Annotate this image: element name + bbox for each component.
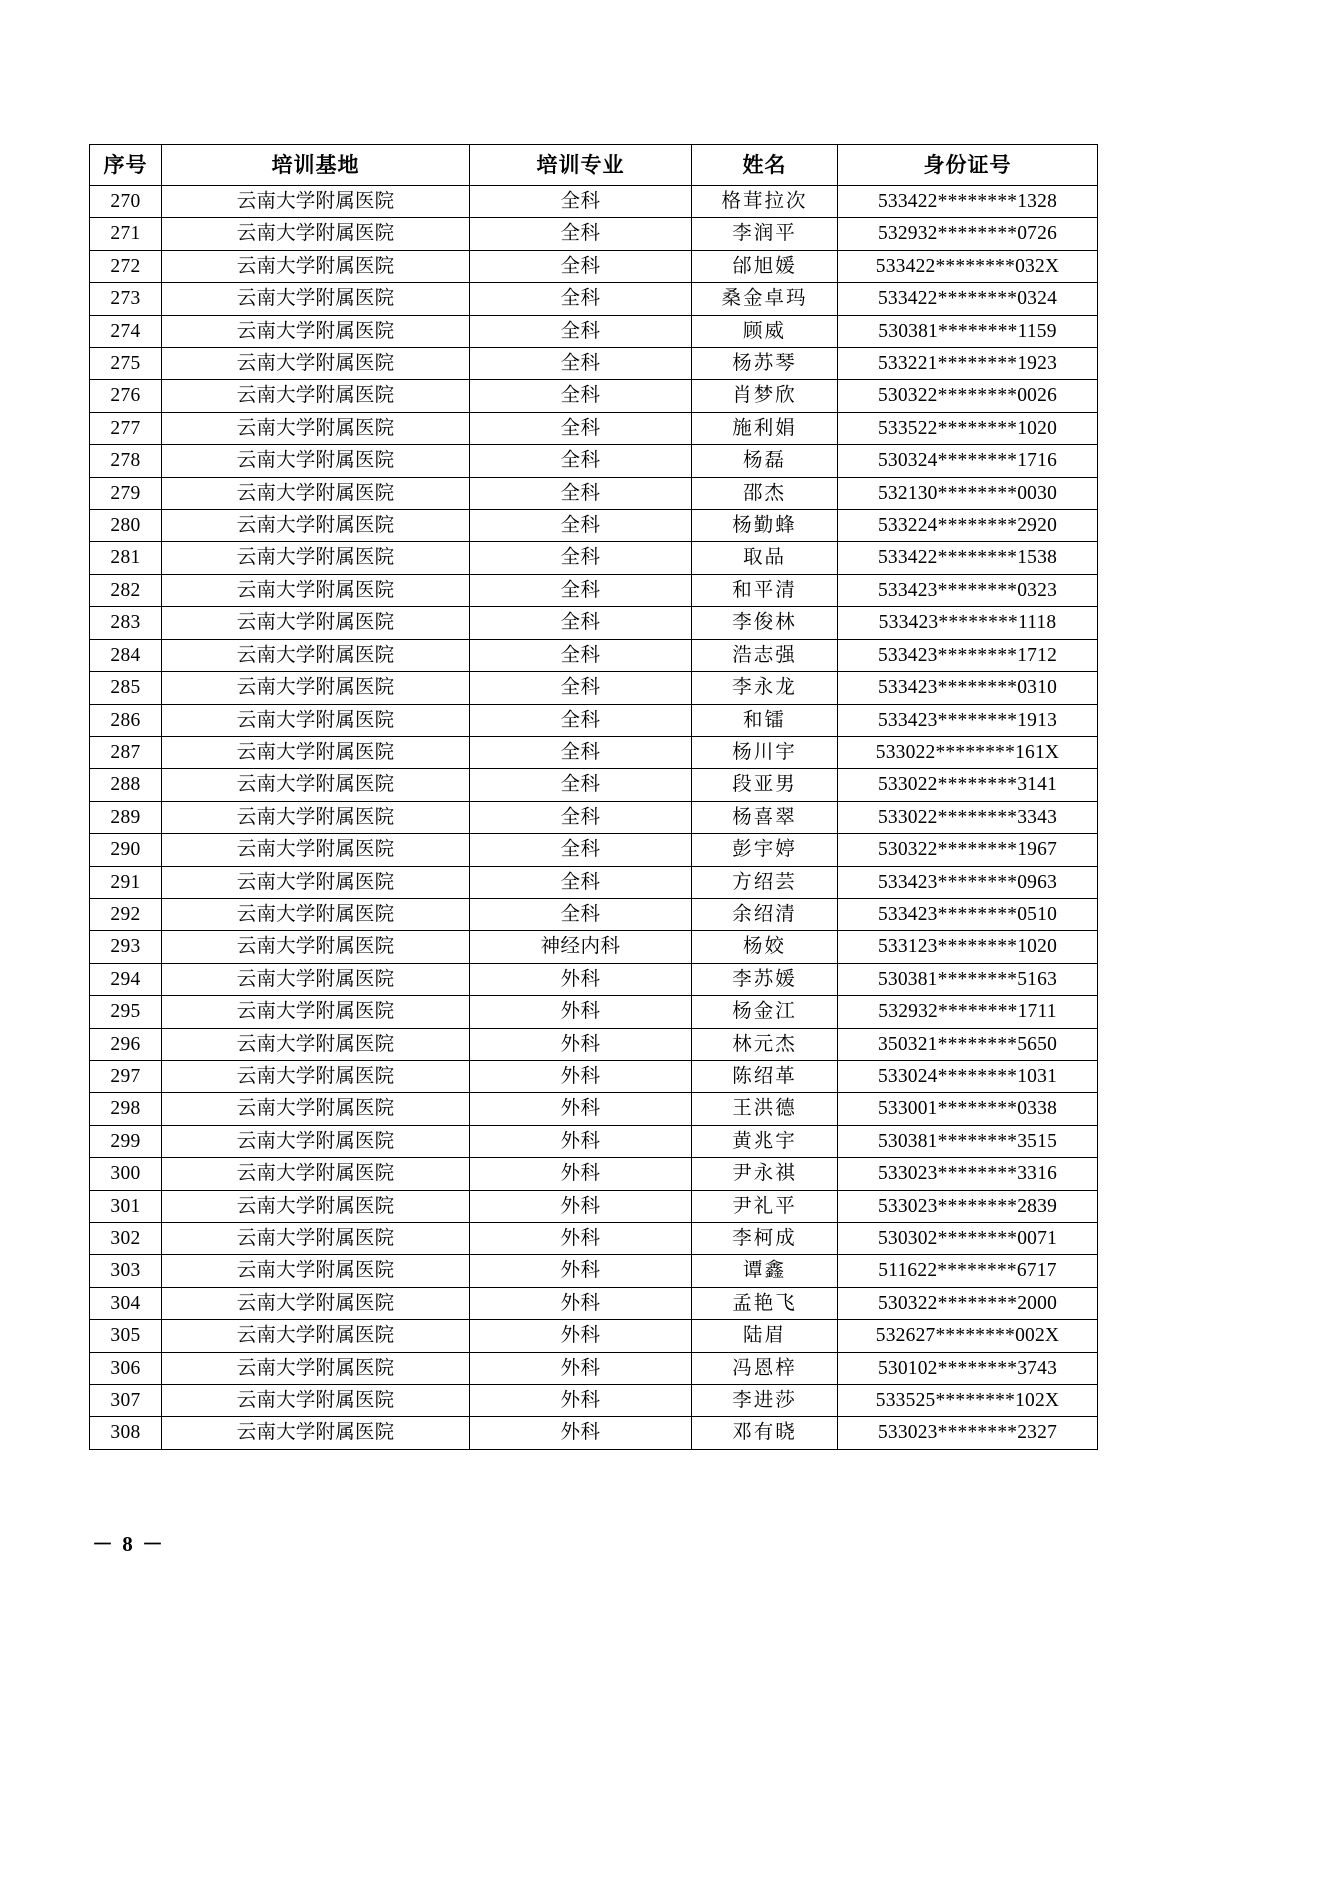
cell-seq: 271 xyxy=(90,218,162,250)
table-row xyxy=(90,834,1098,866)
cell-seq: 279 xyxy=(90,477,162,509)
cell-seq: 289 xyxy=(90,801,162,833)
cell-base: 云南大学附属医院 xyxy=(162,704,470,736)
cell-id: 530102********3743 xyxy=(838,1352,1098,1384)
cell-name: 李进莎 xyxy=(692,1385,838,1417)
cell-seq: 300 xyxy=(90,1158,162,1190)
table-row xyxy=(90,996,1098,1028)
cell-id: 511622********6717 xyxy=(838,1255,1098,1287)
cell-major: 全科 xyxy=(470,380,692,412)
cell-base: 云南大学附属医院 xyxy=(162,574,470,606)
table-row xyxy=(90,1125,1098,1157)
cell-seq: 287 xyxy=(90,736,162,768)
cell-seq: 285 xyxy=(90,672,162,704)
table-row xyxy=(90,736,1098,768)
table-row xyxy=(90,1385,1098,1417)
cell-major: 全科 xyxy=(470,834,692,866)
cell-name: 冯恩梓 xyxy=(692,1352,838,1384)
cell-base: 云南大学附属医院 xyxy=(162,283,470,315)
cell-base: 云南大学附属医院 xyxy=(162,866,470,898)
cell-name: 方绍芸 xyxy=(692,866,838,898)
cell-major: 全科 xyxy=(470,607,692,639)
cell-id: 533423********0310 xyxy=(838,672,1098,704)
cell-seq: 277 xyxy=(90,412,162,444)
cell-major: 全科 xyxy=(470,801,692,833)
cell-name: 李俊林 xyxy=(692,607,838,639)
cell-name: 尹永祺 xyxy=(692,1158,838,1190)
cell-base: 云南大学附属医院 xyxy=(162,639,470,671)
cell-base: 云南大学附属医院 xyxy=(162,348,470,380)
cell-id: 350321********5650 xyxy=(838,1028,1098,1060)
table-row xyxy=(90,607,1098,639)
cell-base: 云南大学附属医院 xyxy=(162,801,470,833)
cell-name: 顾威 xyxy=(692,315,838,347)
cell-base: 云南大学附属医院 xyxy=(162,996,470,1028)
cell-id: 533422********0324 xyxy=(838,283,1098,315)
cell-id: 533422********1328 xyxy=(838,186,1098,218)
cell-id: 532627********002X xyxy=(838,1320,1098,1352)
cell-base: 云南大学附属医院 xyxy=(162,834,470,866)
cell-id: 533022********161X xyxy=(838,736,1098,768)
table-row xyxy=(90,1028,1098,1060)
cell-id: 532932********0726 xyxy=(838,218,1098,250)
cell-base: 云南大学附属医院 xyxy=(162,769,470,801)
cell-major: 全科 xyxy=(470,477,692,509)
cell-name: 杨勤蜂 xyxy=(692,510,838,542)
cell-name: 李柯成 xyxy=(692,1223,838,1255)
cell-name: 杨姣 xyxy=(692,931,838,963)
cell-id: 533423********1118 xyxy=(838,607,1098,639)
cell-major: 全科 xyxy=(470,445,692,477)
table-row xyxy=(90,542,1098,574)
table-row xyxy=(90,898,1098,930)
cell-base: 云南大学附属医院 xyxy=(162,1158,470,1190)
table-row xyxy=(90,445,1098,477)
cell-seq: 298 xyxy=(90,1093,162,1125)
table-row xyxy=(90,315,1098,347)
cell-name: 黄兆宇 xyxy=(692,1125,838,1157)
cell-id: 533423********0510 xyxy=(838,898,1098,930)
cell-id: 533423********0323 xyxy=(838,574,1098,606)
cell-id: 533001********0338 xyxy=(838,1093,1098,1125)
cell-base: 云南大学附属医院 xyxy=(162,1190,470,1222)
page-number: － 8 － xyxy=(92,1532,165,1556)
cell-base: 云南大学附属医院 xyxy=(162,380,470,412)
table-row xyxy=(90,704,1098,736)
cell-id: 533423********1913 xyxy=(838,704,1098,736)
cell-major: 全科 xyxy=(470,574,692,606)
cell-name: 杨金江 xyxy=(692,996,838,1028)
cell-major: 外科 xyxy=(470,963,692,995)
cell-seq: 270 xyxy=(90,186,162,218)
cell-major: 全科 xyxy=(470,218,692,250)
cell-seq: 302 xyxy=(90,1223,162,1255)
cell-base: 云南大学附属医院 xyxy=(162,412,470,444)
cell-base: 云南大学附属医院 xyxy=(162,510,470,542)
cell-base: 云南大学附属医院 xyxy=(162,931,470,963)
table-row xyxy=(90,574,1098,606)
table-row xyxy=(90,1287,1098,1319)
cell-name: 尹礼平 xyxy=(692,1190,838,1222)
cell-seq: 294 xyxy=(90,963,162,995)
cell-seq: 278 xyxy=(90,445,162,477)
cell-id: 530324********1716 xyxy=(838,445,1098,477)
cell-seq: 276 xyxy=(90,380,162,412)
cell-name: 王洪德 xyxy=(692,1093,838,1125)
cell-id: 533023********3316 xyxy=(838,1158,1098,1190)
cell-id: 530381********1159 xyxy=(838,315,1098,347)
cell-seq: 295 xyxy=(90,996,162,1028)
cell-seq: 286 xyxy=(90,704,162,736)
cell-seq: 305 xyxy=(90,1320,162,1352)
cell-name: 陈绍革 xyxy=(692,1060,838,1092)
cell-base: 云南大学附属医院 xyxy=(162,1223,470,1255)
cell-base: 云南大学附属医院 xyxy=(162,963,470,995)
cell-base: 云南大学附属医院 xyxy=(162,445,470,477)
table-body xyxy=(90,186,1098,1450)
table-row xyxy=(90,1320,1098,1352)
column-header-base: 培训基地 xyxy=(162,145,470,186)
cell-name: 林元杰 xyxy=(692,1028,838,1060)
cell-seq: 283 xyxy=(90,607,162,639)
table-row xyxy=(90,1352,1098,1384)
cell-seq: 307 xyxy=(90,1385,162,1417)
table-row xyxy=(90,931,1098,963)
cell-major: 全科 xyxy=(470,412,692,444)
cell-major: 外科 xyxy=(470,1158,692,1190)
column-header-name: 姓名 xyxy=(692,145,838,186)
cell-base: 云南大学附属医院 xyxy=(162,898,470,930)
cell-name: 杨川宇 xyxy=(692,736,838,768)
cell-major: 全科 xyxy=(470,898,692,930)
roster-table-container xyxy=(89,144,1097,1450)
table-row xyxy=(90,477,1098,509)
table-row xyxy=(90,218,1098,250)
cell-id: 533423********1712 xyxy=(838,639,1098,671)
cell-major: 全科 xyxy=(470,704,692,736)
cell-id: 530302********0071 xyxy=(838,1223,1098,1255)
cell-base: 云南大学附属医院 xyxy=(162,607,470,639)
cell-base: 云南大学附属医院 xyxy=(162,542,470,574)
cell-base: 云南大学附属医院 xyxy=(162,250,470,282)
cell-major: 全科 xyxy=(470,315,692,347)
table-row xyxy=(90,1255,1098,1287)
table-row xyxy=(90,250,1098,282)
column-header-id: 身份证号 xyxy=(838,145,1098,186)
cell-major: 全科 xyxy=(470,736,692,768)
cell-major: 外科 xyxy=(470,1255,692,1287)
cell-id: 533023********2327 xyxy=(838,1417,1098,1449)
cell-name: 孟艳飞 xyxy=(692,1287,838,1319)
cell-name: 杨磊 xyxy=(692,445,838,477)
table-row xyxy=(90,283,1098,315)
cell-seq: 290 xyxy=(90,834,162,866)
cell-name: 杨苏琴 xyxy=(692,348,838,380)
cell-id: 533123********1020 xyxy=(838,931,1098,963)
cell-base: 云南大学附属医院 xyxy=(162,1352,470,1384)
cell-id: 533023********2839 xyxy=(838,1190,1098,1222)
table-row xyxy=(90,1158,1098,1190)
cell-id: 532932********1711 xyxy=(838,996,1098,1028)
cell-base: 云南大学附属医院 xyxy=(162,186,470,218)
roster-table xyxy=(89,144,1098,1450)
cell-major: 外科 xyxy=(470,1060,692,1092)
cell-major: 外科 xyxy=(470,1093,692,1125)
table-row xyxy=(90,1223,1098,1255)
cell-major: 外科 xyxy=(470,1223,692,1255)
cell-seq: 296 xyxy=(90,1028,162,1060)
cell-id: 533024********1031 xyxy=(838,1060,1098,1092)
cell-name: 取品 xyxy=(692,542,838,574)
cell-base: 云南大学附属医院 xyxy=(162,1255,470,1287)
cell-seq: 293 xyxy=(90,931,162,963)
table-header-row xyxy=(90,145,1098,186)
cell-base: 云南大学附属医院 xyxy=(162,1320,470,1352)
cell-seq: 308 xyxy=(90,1417,162,1449)
cell-name: 邰旭媛 xyxy=(692,250,838,282)
cell-id: 532130********0030 xyxy=(838,477,1098,509)
cell-major: 全科 xyxy=(470,672,692,704)
cell-id: 533422********032X xyxy=(838,250,1098,282)
cell-name: 和镭 xyxy=(692,704,838,736)
cell-id: 530381********5163 xyxy=(838,963,1098,995)
cell-major: 外科 xyxy=(470,1385,692,1417)
table-row xyxy=(90,769,1098,801)
cell-seq: 284 xyxy=(90,639,162,671)
cell-major: 外科 xyxy=(470,1190,692,1222)
cell-name: 杨喜翠 xyxy=(692,801,838,833)
cell-base: 云南大学附属医院 xyxy=(162,1385,470,1417)
cell-seq: 299 xyxy=(90,1125,162,1157)
cell-seq: 272 xyxy=(90,250,162,282)
cell-major: 外科 xyxy=(470,1417,692,1449)
cell-major: 全科 xyxy=(470,186,692,218)
cell-seq: 291 xyxy=(90,866,162,898)
cell-base: 云南大学附属医院 xyxy=(162,1287,470,1319)
cell-major: 全科 xyxy=(470,769,692,801)
cell-name: 格茸拉次 xyxy=(692,186,838,218)
table-row xyxy=(90,639,1098,671)
cell-id: 533522********1020 xyxy=(838,412,1098,444)
cell-major: 外科 xyxy=(470,1352,692,1384)
table-row xyxy=(90,1190,1098,1222)
cell-id: 530322********0026 xyxy=(838,380,1098,412)
table-row xyxy=(90,412,1098,444)
cell-major: 外科 xyxy=(470,1028,692,1060)
cell-name: 彭宇婷 xyxy=(692,834,838,866)
cell-base: 云南大学附属医院 xyxy=(162,1125,470,1157)
cell-name: 肖梦欣 xyxy=(692,380,838,412)
table-row xyxy=(90,801,1098,833)
column-header-seq: 序号 xyxy=(90,145,162,186)
cell-major: 全科 xyxy=(470,510,692,542)
cell-name: 施利娟 xyxy=(692,412,838,444)
cell-base: 云南大学附属医院 xyxy=(162,477,470,509)
table-row xyxy=(90,1060,1098,1092)
cell-seq: 288 xyxy=(90,769,162,801)
table-row xyxy=(90,186,1098,218)
cell-name: 李苏媛 xyxy=(692,963,838,995)
cell-base: 云南大学附属医院 xyxy=(162,315,470,347)
cell-id: 530381********3515 xyxy=(838,1125,1098,1157)
cell-id: 533423********0963 xyxy=(838,866,1098,898)
cell-id: 533224********2920 xyxy=(838,510,1098,542)
cell-major: 外科 xyxy=(470,1320,692,1352)
cell-base: 云南大学附属医院 xyxy=(162,218,470,250)
cell-id: 533422********1538 xyxy=(838,542,1098,574)
cell-major: 全科 xyxy=(470,348,692,380)
cell-seq: 304 xyxy=(90,1287,162,1319)
cell-id: 530322********2000 xyxy=(838,1287,1098,1319)
column-header-major: 培训专业 xyxy=(470,145,692,186)
cell-seq: 301 xyxy=(90,1190,162,1222)
cell-major: 外科 xyxy=(470,1125,692,1157)
cell-seq: 303 xyxy=(90,1255,162,1287)
cell-seq: 297 xyxy=(90,1060,162,1092)
cell-name: 邵杰 xyxy=(692,477,838,509)
cell-base: 云南大学附属医院 xyxy=(162,1060,470,1092)
cell-base: 云南大学附属医院 xyxy=(162,1417,470,1449)
cell-seq: 280 xyxy=(90,510,162,542)
cell-major: 外科 xyxy=(470,1287,692,1319)
cell-id: 533022********3141 xyxy=(838,769,1098,801)
cell-base: 云南大学附属医院 xyxy=(162,736,470,768)
cell-major: 全科 xyxy=(470,542,692,574)
cell-base: 云南大学附属医院 xyxy=(162,672,470,704)
cell-major: 全科 xyxy=(470,639,692,671)
cell-name: 段亚男 xyxy=(692,769,838,801)
cell-major: 全科 xyxy=(470,250,692,282)
cell-major: 全科 xyxy=(470,283,692,315)
cell-seq: 274 xyxy=(90,315,162,347)
table-row xyxy=(90,510,1098,542)
cell-name: 和平清 xyxy=(692,574,838,606)
cell-base: 云南大学附属医院 xyxy=(162,1093,470,1125)
table-row xyxy=(90,1093,1098,1125)
cell-name: 余绍清 xyxy=(692,898,838,930)
table-header xyxy=(90,145,1098,186)
cell-seq: 306 xyxy=(90,1352,162,1384)
cell-id: 533525********102X xyxy=(838,1385,1098,1417)
cell-seq: 282 xyxy=(90,574,162,606)
cell-id: 530322********1967 xyxy=(838,834,1098,866)
cell-seq: 292 xyxy=(90,898,162,930)
cell-name: 桑金卓玛 xyxy=(692,283,838,315)
cell-base: 云南大学附属医院 xyxy=(162,1028,470,1060)
table-row xyxy=(90,380,1098,412)
cell-major: 外科 xyxy=(470,996,692,1028)
cell-name: 邓有晓 xyxy=(692,1417,838,1449)
table-row xyxy=(90,1417,1098,1449)
cell-major: 神经内科 xyxy=(470,931,692,963)
cell-id: 533022********3343 xyxy=(838,801,1098,833)
cell-name: 李润平 xyxy=(692,218,838,250)
table-row xyxy=(90,672,1098,704)
table-row xyxy=(90,963,1098,995)
cell-name: 李永龙 xyxy=(692,672,838,704)
table-row xyxy=(90,348,1098,380)
cell-name: 陆眉 xyxy=(692,1320,838,1352)
cell-name: 谭鑫 xyxy=(692,1255,838,1287)
cell-id: 533221********1923 xyxy=(838,348,1098,380)
table-row xyxy=(90,866,1098,898)
cell-major: 全科 xyxy=(470,866,692,898)
cell-name: 浩志强 xyxy=(692,639,838,671)
cell-seq: 273 xyxy=(90,283,162,315)
cell-seq: 275 xyxy=(90,348,162,380)
cell-seq: 281 xyxy=(90,542,162,574)
